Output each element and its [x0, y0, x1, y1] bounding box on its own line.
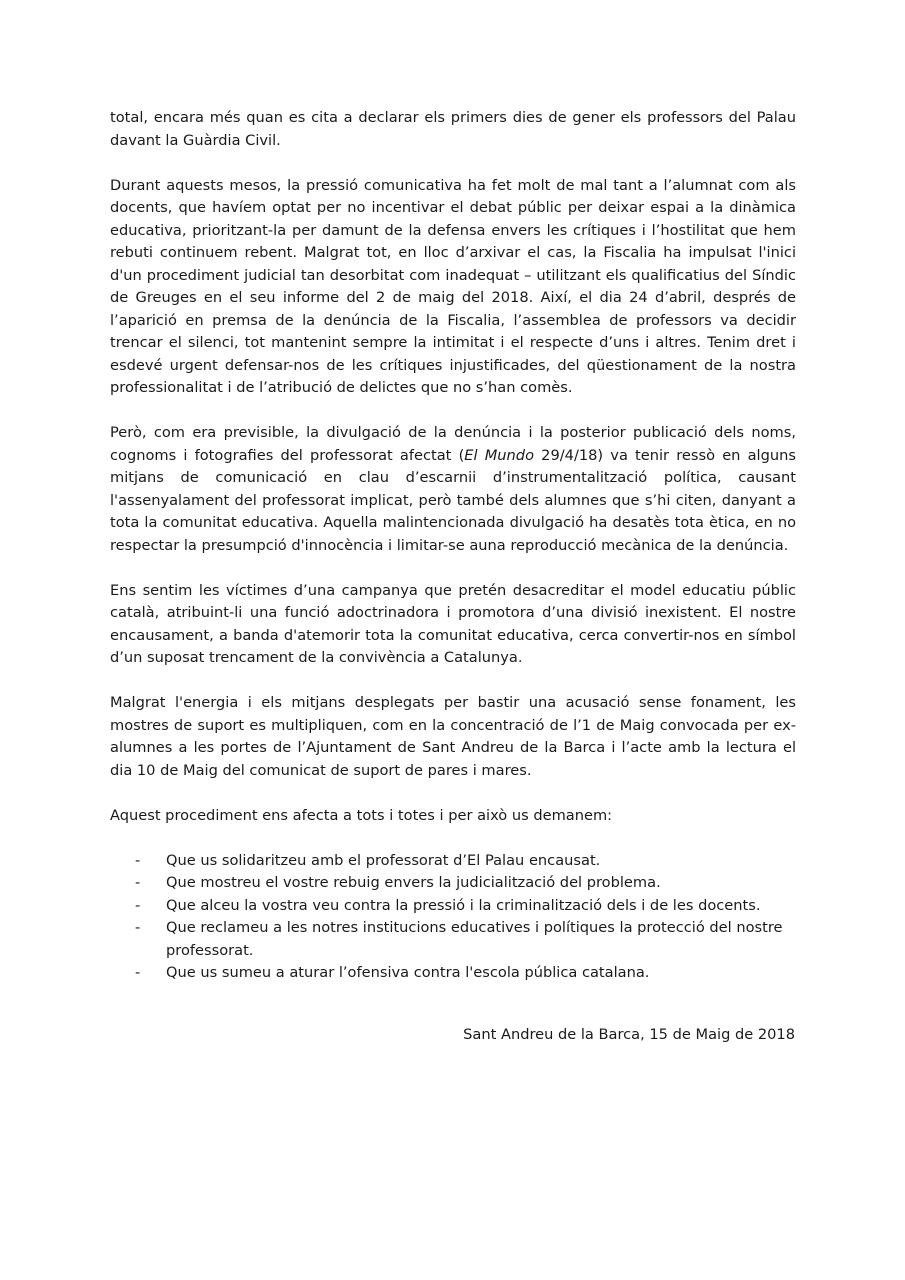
paragraph-6: Aquest procediment ens afecta a tots i totes i per això us demanem:	[110, 806, 613, 824]
list-item-text: Que reclameu a les notres institucions educatives i polítiques la protecció del nostre professorat.	[166, 919, 783, 959]
list-item-text: Que us sumeu a aturar l’ofensiva contra l'escola pública catalana.	[166, 964, 650, 981]
paragraph-5: Malgrat l'energia i els mitjans desplegats per bastir una acusació sense fonament, les mostres de suport es multipliquen, com en la concentració de l’1 de Maig convocada per ex-alumnes a les portes de l’Ajuntament de Sant Andreu de la Barca i l’acte amb la lectura el dia 10 de Maig del comunicat de suport de pares i mares.	[110, 694, 796, 779]
bullet-dash: -	[135, 964, 141, 981]
paragraph-3-text-a: Però, com era previsible, la divulgació de la denúncia i la posterior publicació dels noms, cognoms i fotografies del professorat afectat (	[110, 424, 796, 464]
list-item	[110, 917, 796, 962]
list-item	[110, 895, 796, 918]
list-item-text: Que alceu la vostra veu contra la pressió i la criminalització dels i de les docents.	[166, 896, 761, 914]
paragraph-2: Durant aquests mesos, la pressió comunicativa ha fet molt de mal tant a l’alumnat com als docents, que havíem optat per no incentivar el debat públic per deixar espai a la dinàmica educativa, prioritzant-la per damunt de la defensa envers les crítiques i l’hostilitat que hem rebuti continuem rebent. Malgrat tot, en lloc d’arxivar el cas, la Fiscalia ha impulsat l'inici d'un procediment judicial tan desorbitat com inadequat – utilitzant els qualificatius del Síndic de Greuges en el seu informe del 2 de maig del 2018. Així, el dia 24 d’abril, després de l’aparició en premsa de la denúncia de la Fiscalia, l’assemblea de professors va decidir trencar el silenci, tot mantenint sempre la intimitat i el respecte d’uns i altres. Tenim dret i esdevé urgent defensar-nos de les crítiques injustificades, del qüestionament de la nostra professionalitat i de l’atribució de delictes que no s’han comès.	[110, 176, 796, 396]
newspaper-name: El Mundo	[464, 446, 534, 464]
bullet-dash: -	[135, 919, 141, 936]
requests-list	[110, 850, 796, 985]
paragraph-3	[110, 422, 796, 557]
place-date-signature: Sant Andreu de la Barca, 15 de Maig de 2018	[463, 1026, 795, 1043]
letter-body	[110, 107, 796, 985]
list-item	[110, 872, 796, 895]
bullet-dash: -	[135, 896, 141, 914]
list-item-text: Que us solidaritzeu amb el professorat d’El Palau encausat.	[166, 851, 601, 869]
bullet-dash: -	[135, 851, 141, 869]
list-item-text: Que mostreu el vostre rebuig envers la judicialització del problema.	[166, 874, 661, 891]
list-item	[110, 850, 796, 873]
bullet-dash: -	[135, 874, 141, 891]
paragraph-3-text-b: 29/4/18) va tenir ressò en alguns mitjans de comunicació en clau d’escarnii d’instrumentalització política, causant l'assenyalament del professorat implicat, però també dels alumnes que s’hi citen, danyant a tota la comunitat educativa. Aquella malintencionada divulgació ha desatès tota ètica, en no respectar la presumpció d'innocència i limitar-se auna reproducció mecànica de la denúncia.	[110, 446, 796, 554]
list-item	[110, 962, 796, 985]
paragraph-4: Ens sentim les víctimes d’una campanya que pretén desacreditar el model educatiu públic català, atribuint-li una funció adoctrinadora i promotora d’una divisió inexistent. El nostre encausament, a banda d'atemorir tota la comunitat educativa, cerca convertir-nos en símbol d’un suposat trencament de la convivència a Catalunya.	[110, 581, 796, 666]
paragraph-1: total, encara més quan es cita a declarar els primers dies de gener els professors del Palau davant la Guàrdia Civil.	[110, 109, 796, 149]
